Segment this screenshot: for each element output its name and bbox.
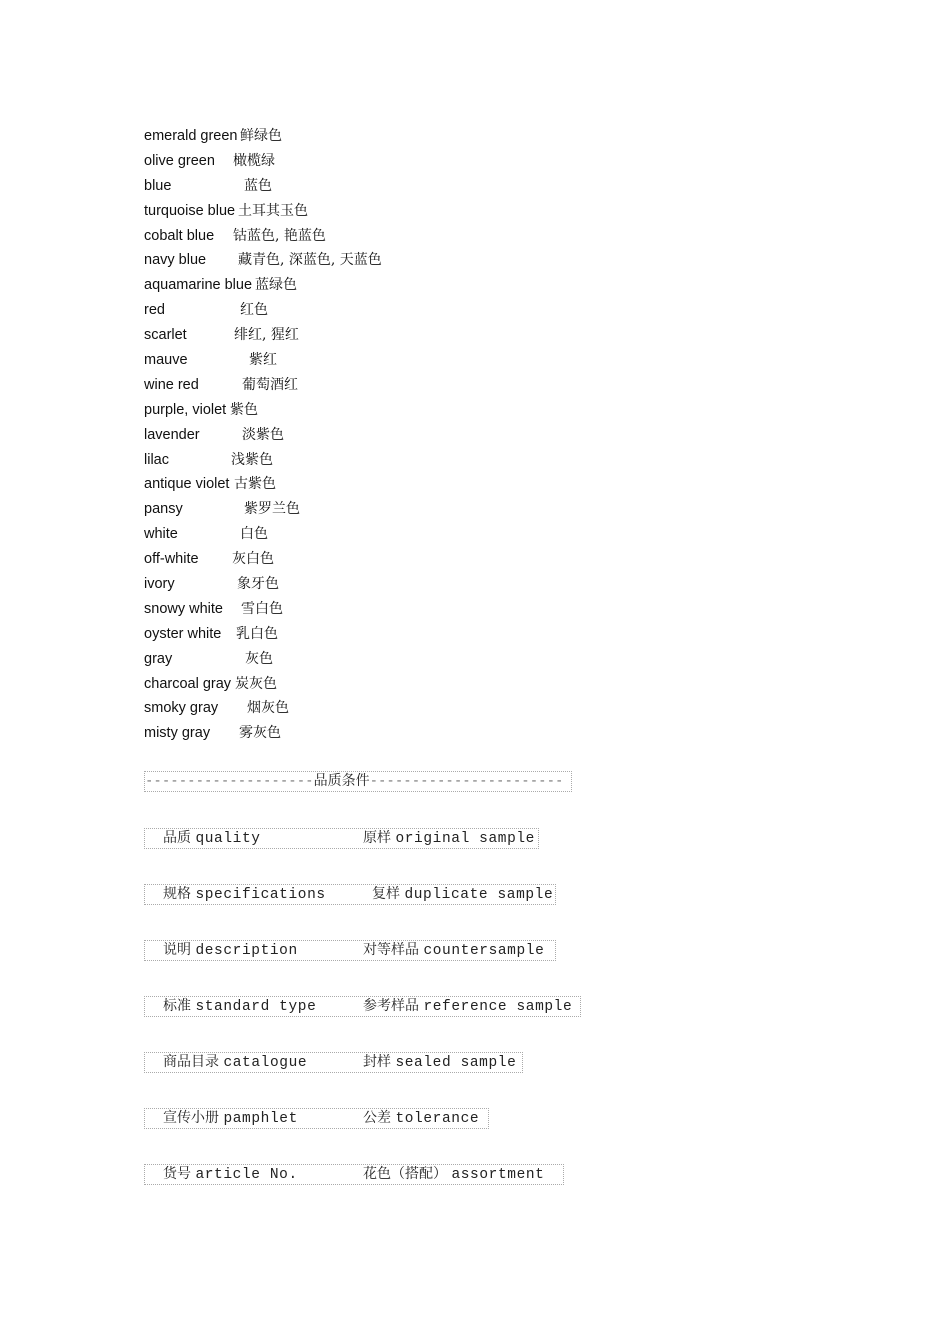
term-left <box>163 1053 307 1073</box>
term-left <box>163 885 326 905</box>
term-right <box>372 885 553 905</box>
color-english: navy blue <box>144 252 207 269</box>
term-left-en: description <box>195 943 298 959</box>
term-left-en: article No. <box>195 1167 298 1183</box>
term-left <box>163 829 261 849</box>
term-left <box>163 1165 298 1185</box>
color-chinese: 藏青色, 深蓝色, 天蓝色 <box>238 252 382 269</box>
heading-dashes-right: ----------------------- <box>369 773 564 789</box>
color-english: antique violet <box>144 476 230 493</box>
term-row <box>144 996 581 1017</box>
term-right-zh: 复样 <box>372 886 400 902</box>
color-english: wine red <box>144 376 199 393</box>
color-chinese: 灰色 <box>245 650 273 667</box>
term-left-en: standard type <box>195 999 317 1015</box>
term-right <box>363 997 572 1017</box>
color-english: pansy <box>144 501 183 518</box>
color-english: emerald green <box>144 128 238 144</box>
color-chinese: 象牙色 <box>237 576 279 593</box>
color-english: purple, violet <box>144 401 227 418</box>
color-chinese: 鲜绿色 <box>240 128 282 144</box>
term-left-en: quality <box>195 831 261 847</box>
term-row <box>144 828 539 849</box>
color-english: gray <box>144 650 173 667</box>
color-english: blue <box>144 177 172 194</box>
color-english: white <box>144 526 178 543</box>
term-right-zh: 对等样品 <box>363 942 419 958</box>
term-right-en: reference sample <box>423 999 573 1015</box>
color-chinese: 绯红, 猩红 <box>234 327 299 344</box>
term-right <box>363 1165 544 1185</box>
color-english: off-white <box>144 551 199 568</box>
heading-dashes-left: -------------------- <box>145 773 314 789</box>
term-right-zh: 封样 <box>363 1054 391 1070</box>
term-right <box>363 829 535 849</box>
color-chinese: 淡紫色 <box>242 426 284 443</box>
color-english: snowy white <box>144 600 223 617</box>
color-chinese: 土耳其玉色 <box>238 202 308 219</box>
term-row <box>144 1164 564 1185</box>
color-chinese: 葡萄酒红 <box>242 376 298 393</box>
term-left-zh: 宣传小册 <box>163 1110 219 1126</box>
term-row <box>144 1052 523 1073</box>
color-english: cobalt blue <box>144 227 215 244</box>
term-left-zh: 品质 <box>163 830 191 846</box>
term-left-zh: 商品目录 <box>163 1054 219 1070</box>
term-left-zh: 标准 <box>163 998 191 1014</box>
color-english: ivory <box>144 576 175 593</box>
color-chinese: 紫罗兰色 <box>244 501 300 518</box>
term-right-zh: 公差 <box>363 1110 391 1126</box>
term-right <box>363 941 544 961</box>
color-english: lilac <box>144 451 169 468</box>
color-english: olive green <box>144 152 215 169</box>
color-english: oyster white <box>144 625 222 642</box>
color-english: scarlet <box>144 327 187 344</box>
term-right-zh: 原样 <box>363 830 391 846</box>
term-left-en: specifications <box>195 887 326 903</box>
term-right-en: tolerance <box>395 1111 480 1127</box>
term-left <box>163 941 298 961</box>
term-right-en: sealed sample <box>395 1055 517 1071</box>
term-right-zh: 参考样品 <box>363 998 419 1014</box>
color-chinese: 灰白色 <box>232 551 274 568</box>
color-english: charcoal gray <box>144 675 232 692</box>
color-chinese: 蓝绿色 <box>255 277 297 294</box>
color-english: turquoise blue <box>144 202 236 219</box>
color-english: red <box>144 302 165 319</box>
term-left-zh: 说明 <box>163 942 191 958</box>
color-chinese: 紫红 <box>249 352 277 369</box>
term-left <box>163 997 316 1017</box>
color-chinese: 钴蓝色, 艳蓝色 <box>233 227 326 244</box>
color-english: mauve <box>144 352 188 369</box>
term-row <box>144 1108 489 1129</box>
term-left-zh: 货号 <box>163 1166 191 1182</box>
color-chinese: 烟灰色 <box>247 700 289 717</box>
color-chinese: 雪白色 <box>241 600 283 617</box>
color-chinese: 浅紫色 <box>231 451 273 468</box>
term-right-en: original sample <box>395 831 535 847</box>
color-english: misty gray <box>144 725 211 742</box>
color-chinese: 橄榄绿 <box>233 152 275 169</box>
color-chinese: 雾灰色 <box>239 725 281 742</box>
color-english: smoky gray <box>144 700 219 717</box>
term-right-en: assortment <box>451 1167 545 1183</box>
term-row <box>144 940 556 961</box>
term-left-en: catalogue <box>223 1055 308 1071</box>
color-chinese: 白色 <box>240 526 268 543</box>
term-right-en: duplicate sample <box>404 887 554 903</box>
color-chinese: 蓝色 <box>244 177 272 194</box>
color-english: lavender <box>144 426 200 443</box>
term-left-en: pamphlet <box>223 1111 298 1127</box>
color-chinese: 炭灰色 <box>235 675 277 692</box>
color-chinese: 古紫色 <box>234 476 276 493</box>
color-english: aquamarine blue <box>144 277 253 294</box>
term-left <box>163 1109 298 1129</box>
color-chinese: 红色 <box>240 302 268 319</box>
term-right <box>363 1109 479 1129</box>
heading-title: 品质条件 <box>313 773 370 789</box>
term-right <box>363 1053 516 1073</box>
term-row <box>144 884 556 905</box>
term-right-en: countersample <box>423 943 545 959</box>
color-chinese: 乳白色 <box>236 625 278 642</box>
term-left-zh: 规格 <box>163 886 191 902</box>
color-chinese: 紫色 <box>230 401 258 418</box>
section-heading <box>144 771 572 792</box>
term-right-zh: 花色（搭配） <box>363 1166 447 1182</box>
